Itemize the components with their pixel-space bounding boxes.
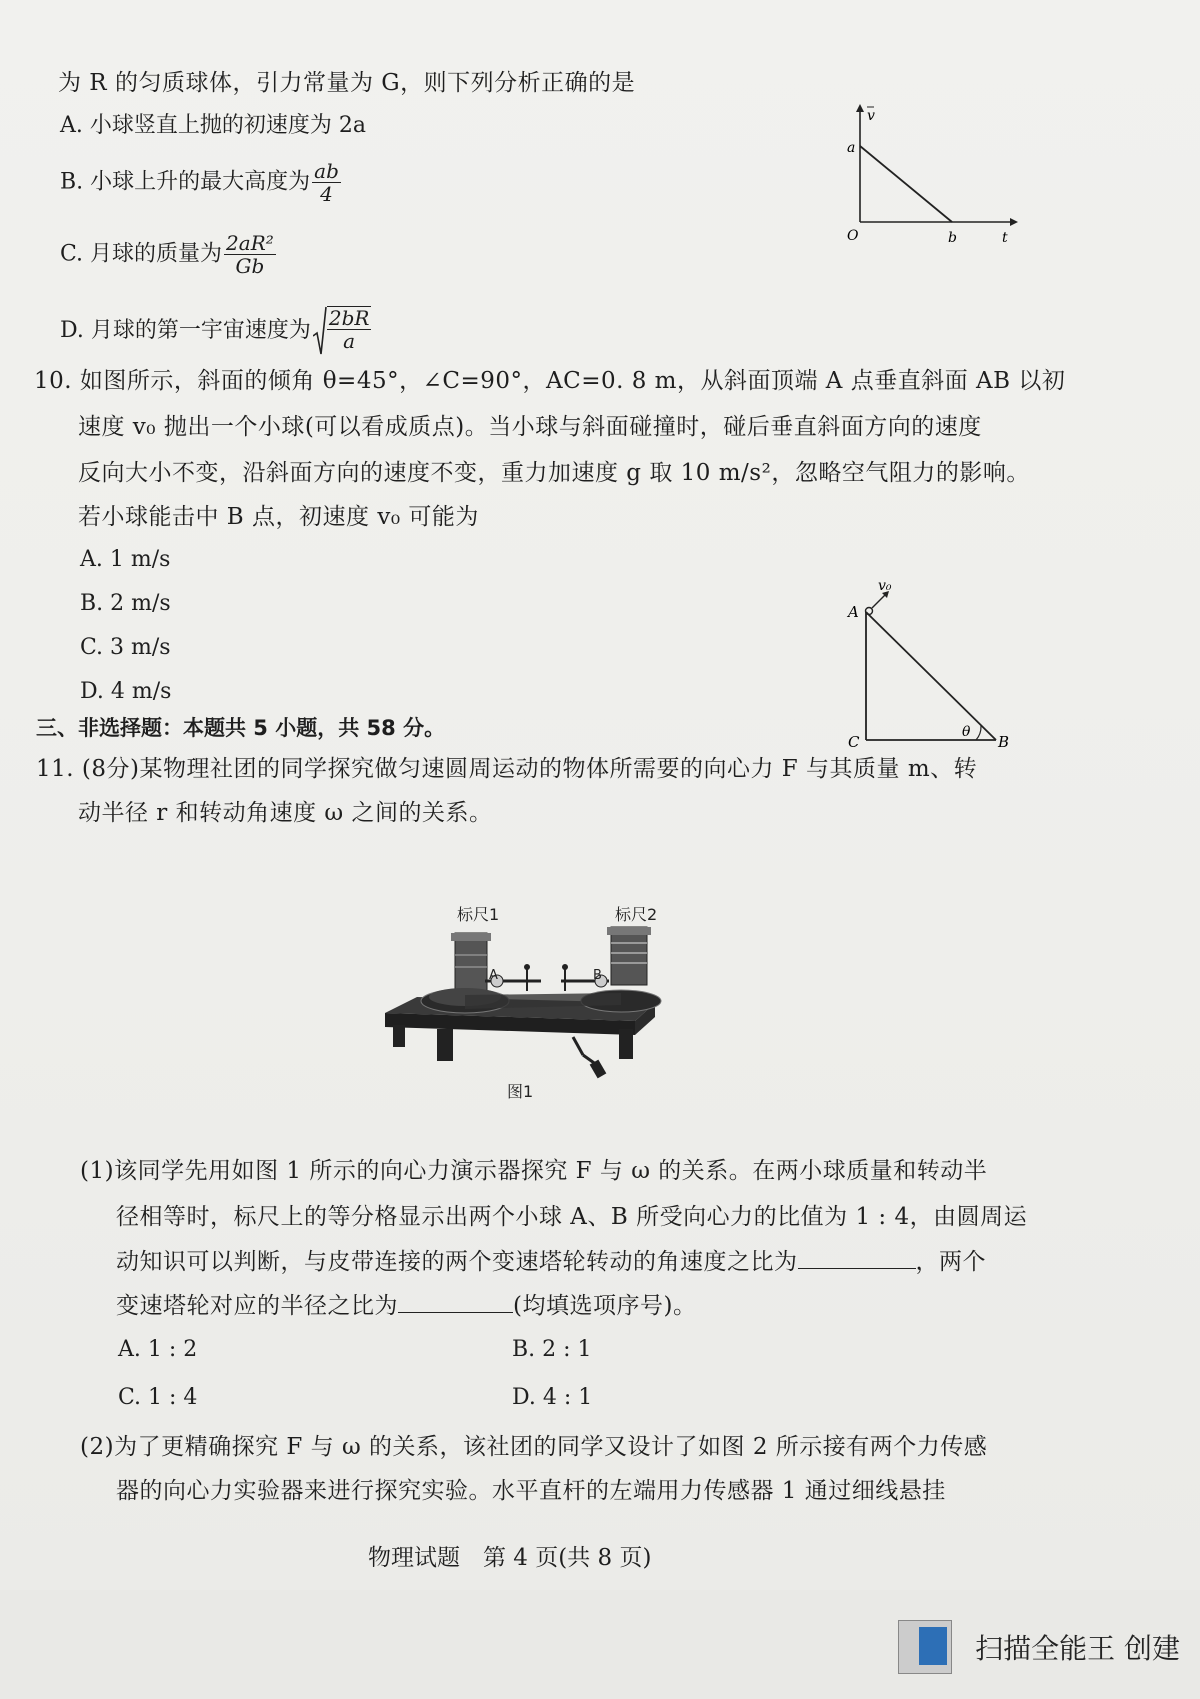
q11-part1-line-1: (1)该同学先用如图 1 所示的向心力演示器探究 F 与 ω 的关系。在两小球质量和转动半 — [80, 1158, 988, 1184]
scanner-watermark: 扫描全能王 创建 — [975, 1632, 1180, 1665]
q10-option-b: B. 2 m/s — [80, 591, 171, 616]
graph-x-axis-label: t — [1002, 230, 1008, 246]
q11-option-d: D. 4 : 1 — [512, 1385, 593, 1410]
sqrt-radicand — [327, 306, 372, 356]
q11-line-1: 11. (8分)某物理社团的同学探究做匀速圆周运动的物体所需要的向心力 F 与其质量 m、转 — [36, 756, 978, 782]
figure-1-caption: 图1 — [507, 1082, 534, 1101]
fraction-numerator: 2aR² — [226, 231, 274, 255]
q11-part1-line-2: 径相等时，标尺上的等分格显示出两个小球 A、B 所受向心力的比值为 1 : 4，由圆周运 — [116, 1204, 1028, 1230]
graph-y-tick: a — [847, 140, 856, 156]
q9-option-d-text: D. 月球的第一宇宙速度为 — [60, 318, 311, 343]
q11-part2-line-1: (2)为了更精确探究 F 与 ω 的关系，该社团的同学又设计了如图 2 所示接有两个力传感 — [80, 1434, 988, 1460]
ruler-1-label: 标尺1 — [457, 905, 500, 924]
q9-option-c — [60, 232, 276, 277]
fraction-denominator: 4 — [320, 182, 333, 206]
q9-option-b-text: B. 小球上升的最大高度为 — [60, 169, 311, 195]
q11-part1-line-4 — [116, 1290, 696, 1321]
section-3-heading: 三、非选择题：本题共 5 小题，共 58 分。 — [36, 716, 446, 740]
q9-option-c-text: C. 月球的质量为 — [60, 241, 223, 267]
angular-speed-ratio-blank[interactable] — [798, 1246, 916, 1269]
q10-incline-diagram — [838, 570, 1018, 760]
q11-part1-line-3-text: 动知识可以判断，与皮带连接的两个变速塔轮转动的角速度之比为 — [116, 1249, 798, 1275]
q11-part1-line-3 — [116, 1246, 986, 1277]
fraction-numerator: ab — [314, 159, 339, 183]
q9-option-c-fraction — [224, 232, 276, 277]
incline-point-a: A — [848, 603, 859, 621]
q9-option-d-sqrt — [313, 306, 372, 356]
q11-line-2: 动半径 r 和转动角速度 ω 之间的关系。 — [78, 800, 493, 826]
q9-velocity-time-graph — [830, 100, 1020, 260]
incline-v0-label: v₀ — [878, 578, 892, 594]
q11-part1-line-4-text: 变速塔轮对应的半径之比为 — [116, 1293, 398, 1319]
q10-line-1: 10. 如图所示，斜面的倾角 θ=45°，∠C=90°，AC=0. 8 m，从斜面顶端 A 点垂直斜面 AB 以初 — [34, 368, 1066, 394]
q9-option-d-fraction — [327, 307, 372, 352]
q10-line-4: 若小球能击中 B 点，初速度 v₀ 可能为 — [78, 504, 479, 530]
q9-option-b-fraction — [312, 160, 341, 205]
q11-option-b: B. 2 : 1 — [512, 1337, 592, 1362]
radius-ratio-blank[interactable] — [398, 1290, 513, 1313]
fraction-denominator: Gb — [235, 254, 265, 278]
q10-line-3: 反向大小不变，沿斜面方向的速度不变，重力加速度 g 取 10 m/s²，忽略空气阻力的影响。 — [78, 460, 1030, 486]
page-footer: 物理试题 第 4 页(共 8 页) — [368, 1545, 652, 1571]
incline-point-b: B — [998, 733, 1010, 751]
q10-option-d: D. 4 m/s — [80, 679, 172, 704]
q11-part1-line-3-tail: ，两个 — [915, 1249, 986, 1275]
centripetal-force-demonstrator — [385, 905, 685, 1120]
q10-line-2: 速度 v₀ 抛出一个小球(可以看成质点)。当小球与斜面碰撞时，碰后垂直斜面方向的速度 — [78, 414, 982, 440]
q9-intro: 为 R 的匀质球体，引力常量为 G，则下列分析正确的是 — [58, 70, 636, 96]
ball-b-label: B — [593, 968, 602, 983]
q11-part2-line-2: 器的向心力实验器来进行探究实验。水平直杆的左端用力传感器 1 通过细线悬挂 — [116, 1478, 946, 1504]
fraction-numerator: 2bR — [328, 306, 370, 330]
scanner-qr-icon — [898, 1620, 952, 1674]
q10-option-a: A. 1 m/s — [80, 547, 171, 572]
fraction-denominator: a — [343, 329, 356, 353]
q9-option-d — [60, 306, 371, 356]
q9-option-b — [60, 160, 341, 205]
incline-angle-theta: θ — [962, 724, 971, 740]
q11-option-c: C. 1 : 4 — [118, 1385, 198, 1410]
q10-option-c: C. 3 m/s — [80, 635, 171, 660]
ruler-2-label: 标尺2 — [615, 905, 658, 924]
graph-x-tick: b — [948, 230, 957, 246]
graph-origin: O — [847, 228, 859, 244]
q11-option-a: A. 1 : 2 — [118, 1337, 198, 1362]
graph-y-axis-label: v — [867, 108, 875, 124]
q9-option-a: A. 小球竖直上抛的初速度为 2a — [60, 113, 366, 138]
ball-a-label: A — [489, 968, 498, 983]
incline-point-c: C — [848, 733, 860, 751]
q11-part1-line-4-tail: (均填选项序号)。 — [513, 1293, 697, 1319]
